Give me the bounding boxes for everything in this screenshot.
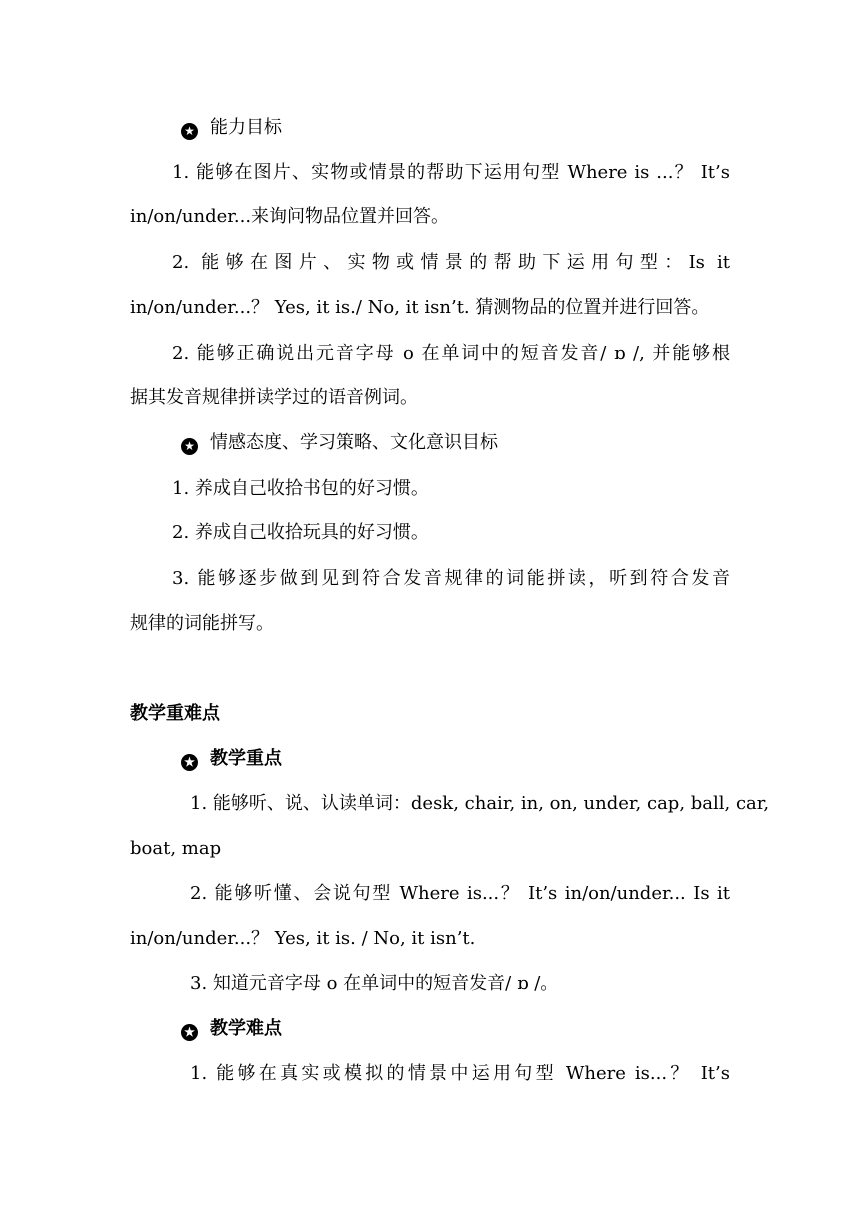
star-circle-icon: ★ xyxy=(181,754,198,771)
key-item-2-line-1: 2. 能够听懂、会说句型 Where is...？ It’s in/on/under... Is it xyxy=(190,883,730,904)
emotion-heading: ★ 情感态度、学习策略、文化意识目标 xyxy=(181,431,498,455)
ability-item-2-line-2: in/on/under...？ Yes, it is./ No, it isn’t. 猜测物品的位置并进行回答。 xyxy=(130,297,710,318)
ability-item-3-line-2: 据其发音规律拼读学过的语音例词。 xyxy=(130,387,418,408)
star-circle-icon: ★ xyxy=(181,1024,198,1041)
ability-item-1-line-2: in/on/under...来询问物品位置并回答。 xyxy=(130,206,450,227)
ability-item-1-line-1: 1. 能够在图片、实物或情景的帮助下运用句型 Where is ...？ It’s xyxy=(172,162,730,183)
ability-item-2-line-1: 2. 能够在图片、实物或情景的帮助下运用句型：Is it xyxy=(172,252,730,273)
difficult-item-1-line-1: 1. 能够在真实或模拟的情景中运用句型 Where is...？ It’s xyxy=(190,1063,730,1084)
ability-item-3-line-1: 2. 能够正确说出元音字母 o 在单词中的短音发音/ ɒ /, 并能够根 xyxy=(172,343,730,364)
key-item-2-line-2: in/on/under...？ Yes, it is. / No, it isn’t. xyxy=(130,928,476,949)
key-difficult-title: 教学重难点 xyxy=(130,703,220,724)
star-circle-icon: ★ xyxy=(181,123,198,140)
key-heading: ★ 教学重点 xyxy=(181,747,282,771)
key-item-1-line-2: boat, map xyxy=(130,838,222,859)
emotion-item-2: 2. 养成自己收拾玩具的好习惯。 xyxy=(172,522,429,543)
key-item-1-line-1: 1. 能够听、说、认读单词：desk, chair, in, on, under, cap, ball, car, xyxy=(190,793,770,814)
key-item-3: 3. 知道元音字母 o 在单词中的短音发音/ ɒ /。 xyxy=(190,973,559,994)
ability-heading: ★ 能力目标 xyxy=(181,116,282,140)
difficult-heading: ★ 教学难点 xyxy=(181,1017,282,1041)
emotion-item-1: 1. 养成自己收拾书包的好习惯。 xyxy=(172,478,429,499)
emotion-item-3-line-2: 规律的词能拼写。 xyxy=(130,613,274,634)
emotion-item-3-line-1: 3. 能够逐步做到见到符合发音规律的词能拼读，听到符合发音 xyxy=(172,568,730,589)
star-circle-icon: ★ xyxy=(181,438,198,455)
